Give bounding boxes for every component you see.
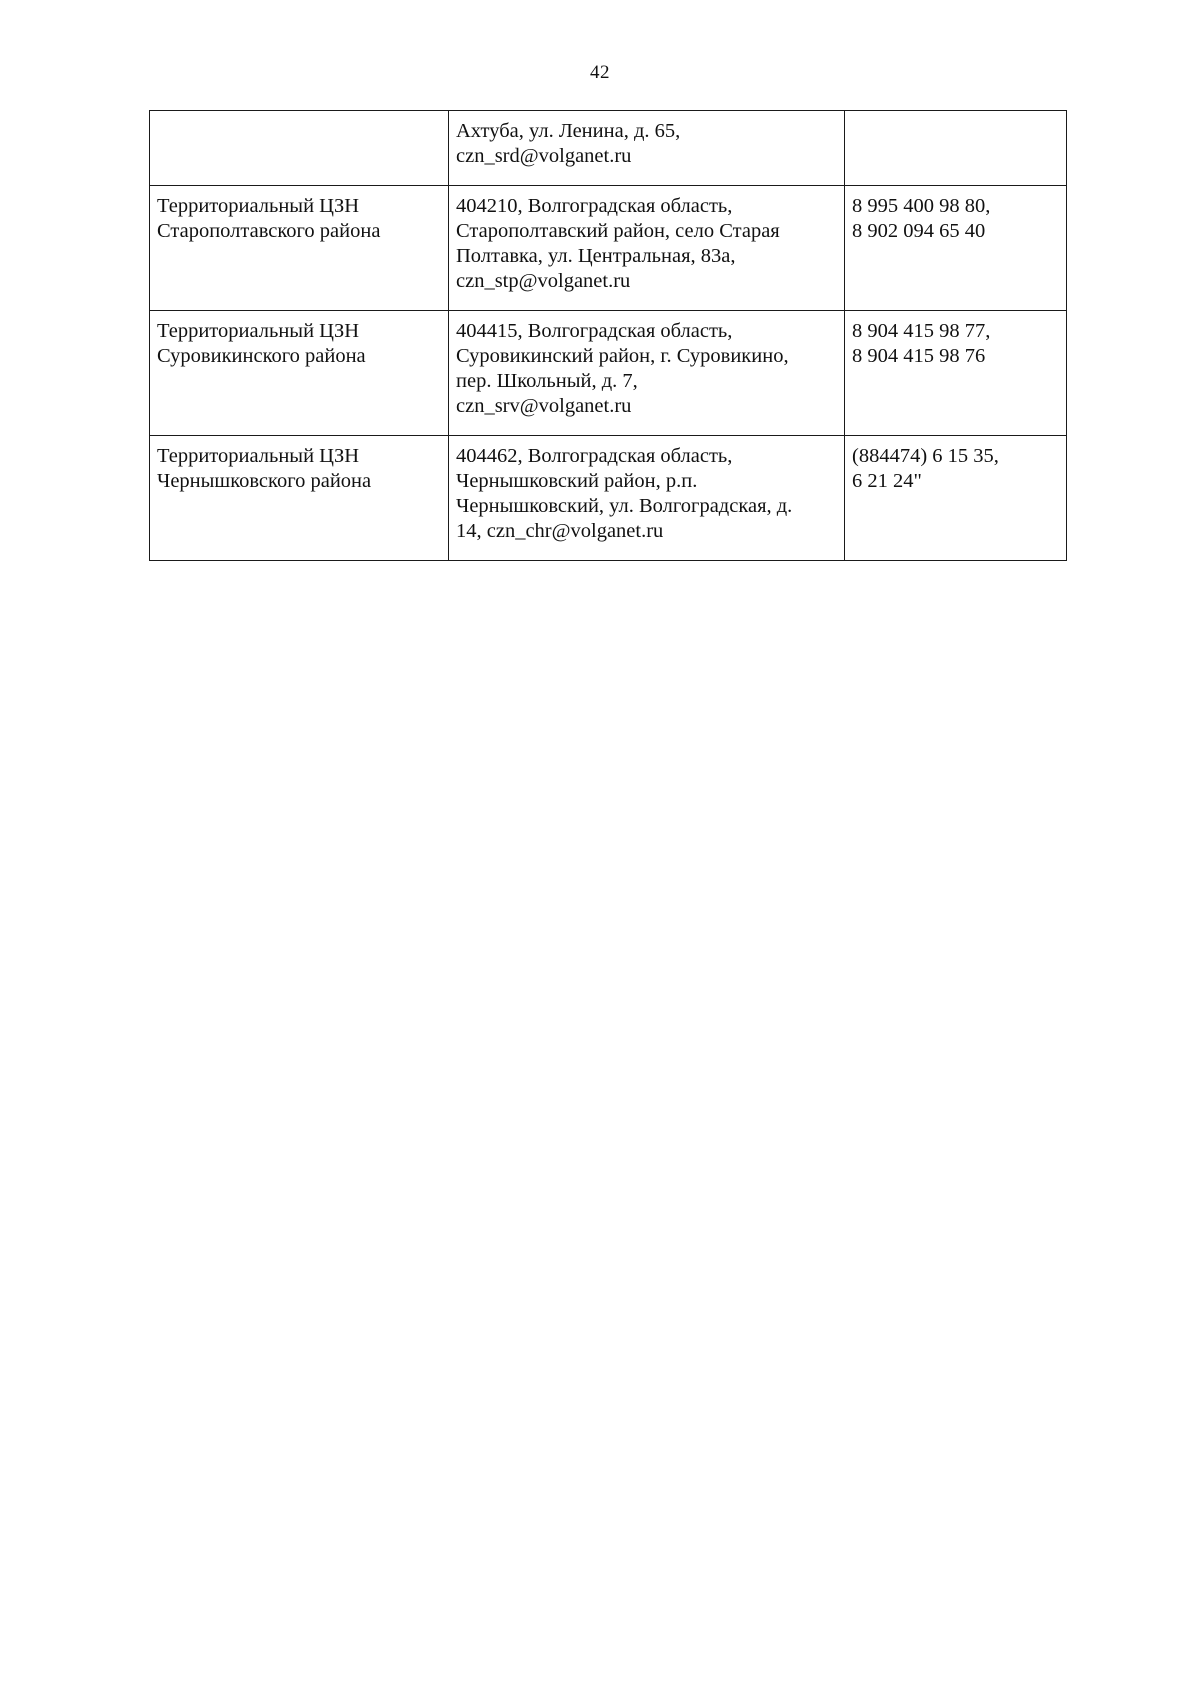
organization-name-cell: Территориальный ЦЗН Старополтавского района (150, 186, 449, 311)
address-cell: Ахтуба, ул. Ленина, д. 65, czn_srd@volganet.ru (449, 111, 845, 186)
table-row (150, 311, 1067, 436)
organization-name-cell: Территориальный ЦЗН Суровикинского района (150, 311, 449, 436)
address-cell: 404210, Волгоградская область, Старополтавский район, село Старая Полтавка, ул. Центральная, 83а, czn_stp@volganet.ru (449, 186, 845, 311)
address-cell: 404462, Волгоградская область, Чернышковский район, р.п. Чернышковский, ул. Волгоградская, д. 14, czn_chr@volganet.ru (449, 436, 845, 561)
phone-cell (845, 111, 1067, 186)
page-number: 42 (590, 62, 610, 83)
phone-cell: 8 995 400 98 80, 8 902 094 65 40 (845, 186, 1067, 311)
organization-name-cell (150, 111, 449, 186)
phone-cell: (884474) 6 15 35, 6 21 24" (845, 436, 1067, 561)
organization-name-cell: Территориальный ЦЗН Чернышковского района (150, 436, 449, 561)
table-row (150, 436, 1067, 561)
table-row (150, 111, 1067, 186)
address-cell: 404415, Волгоградская область, Суровикинский район, г. Суровикино, пер. Школьный, д. 7, czn_srv@volganet.ru (449, 311, 845, 436)
table-row (150, 186, 1067, 311)
phone-cell: 8 904 415 98 77, 8 904 415 98 76 (845, 311, 1067, 436)
contacts-table (149, 110, 1067, 561)
